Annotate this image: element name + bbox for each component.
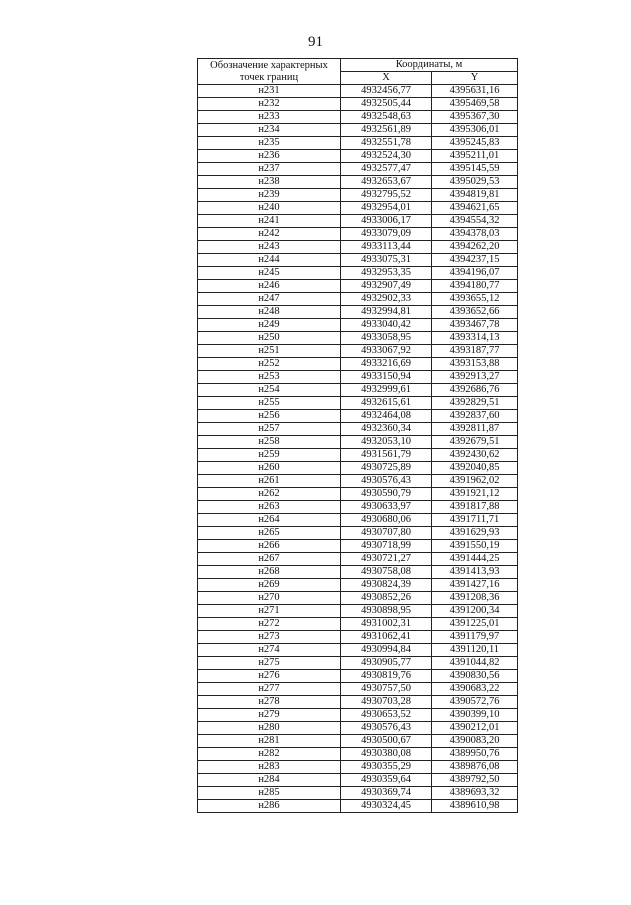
x-coordinate-cell: 4930380,08 — [341, 748, 432, 761]
y-coordinate-cell: 4389693,32 — [432, 787, 518, 800]
y-coordinate-cell: 4392829,51 — [432, 397, 518, 410]
page-number: 91 — [308, 34, 323, 50]
y-coordinate-cell: 4391427,16 — [432, 579, 518, 592]
table-row — [198, 800, 518, 813]
point-id-cell: н237 — [198, 163, 341, 176]
x-coordinate-cell: 4932524,30 — [341, 150, 432, 163]
point-id-cell: н273 — [198, 631, 341, 644]
point-id-cell: н249 — [198, 319, 341, 332]
table-row — [198, 774, 518, 787]
x-coordinate-cell: 4932551,78 — [341, 137, 432, 150]
x-coordinate-cell: 4932360,34 — [341, 423, 432, 436]
coordinates-header: Координаты, м — [341, 59, 518, 72]
x-coordinate-cell: 4932577,47 — [341, 163, 432, 176]
table-row — [198, 228, 518, 241]
table-row — [198, 332, 518, 345]
y-coordinate-cell: 4391550,19 — [432, 540, 518, 553]
point-id-cell: н235 — [198, 137, 341, 150]
point-id-cell: н274 — [198, 644, 341, 657]
x-header: X — [341, 72, 432, 85]
table-row — [198, 371, 518, 384]
y-coordinate-cell: 4389792,50 — [432, 774, 518, 787]
y-coordinate-cell: 4392679,51 — [432, 436, 518, 449]
y-coordinate-cell: 4392913,27 — [432, 371, 518, 384]
y-coordinate-cell: 4391962,02 — [432, 475, 518, 488]
point-id-cell: н260 — [198, 462, 341, 475]
table-row — [198, 423, 518, 436]
x-coordinate-cell: 4930721,27 — [341, 553, 432, 566]
y-coordinate-cell: 4394819,81 — [432, 189, 518, 202]
table-row — [198, 696, 518, 709]
y-coordinate-cell: 4394196,07 — [432, 267, 518, 280]
x-coordinate-cell: 4930819,76 — [341, 670, 432, 683]
point-id-cell: н258 — [198, 436, 341, 449]
point-id-cell: н248 — [198, 306, 341, 319]
table-row — [198, 306, 518, 319]
point-id-cell: н257 — [198, 423, 341, 436]
y-coordinate-cell: 4393153,88 — [432, 358, 518, 371]
table-row — [198, 384, 518, 397]
x-coordinate-cell: 4932561,89 — [341, 124, 432, 137]
y-coordinate-cell: 4391711,71 — [432, 514, 518, 527]
table-row — [198, 189, 518, 202]
table-row — [198, 683, 518, 696]
x-coordinate-cell: 4930757,50 — [341, 683, 432, 696]
point-id-cell: н252 — [198, 358, 341, 371]
x-coordinate-cell: 4932907,49 — [341, 280, 432, 293]
table-row — [198, 709, 518, 722]
y-coordinate-cell: 4391200,34 — [432, 605, 518, 618]
table-row — [198, 137, 518, 150]
x-coordinate-cell: 4930707,80 — [341, 527, 432, 540]
table-row — [198, 540, 518, 553]
y-coordinate-cell: 4389950,76 — [432, 748, 518, 761]
table-row — [198, 475, 518, 488]
x-coordinate-cell: 4930852,26 — [341, 592, 432, 605]
y-coordinate-cell: 4395029,53 — [432, 176, 518, 189]
point-id-cell: н281 — [198, 735, 341, 748]
point-id-cell: н282 — [198, 748, 341, 761]
x-coordinate-cell: 4930359,64 — [341, 774, 432, 787]
y-coordinate-cell: 4392837,60 — [432, 410, 518, 423]
table-row — [198, 293, 518, 306]
y-coordinate-cell: 4389610,98 — [432, 800, 518, 813]
point-id-cell: н265 — [198, 527, 341, 540]
table-row — [198, 397, 518, 410]
x-coordinate-cell: 4930680,06 — [341, 514, 432, 527]
y-coordinate-cell: 4390083,20 — [432, 735, 518, 748]
point-id-cell: н251 — [198, 345, 341, 358]
point-id-cell: н238 — [198, 176, 341, 189]
x-coordinate-cell: 4930590,79 — [341, 488, 432, 501]
x-coordinate-cell: 4930355,29 — [341, 761, 432, 774]
point-id-cell: н243 — [198, 241, 341, 254]
table-row — [198, 163, 518, 176]
table-row — [198, 410, 518, 423]
x-coordinate-cell: 4932653,67 — [341, 176, 432, 189]
y-coordinate-cell: 4391225,01 — [432, 618, 518, 631]
x-coordinate-cell: 4930576,43 — [341, 722, 432, 735]
table-row — [198, 631, 518, 644]
table-row — [198, 358, 518, 371]
table-row — [198, 202, 518, 215]
table-row — [198, 579, 518, 592]
table-row — [198, 644, 518, 657]
x-coordinate-cell: 4933040,42 — [341, 319, 432, 332]
table-row — [198, 657, 518, 670]
y-coordinate-cell: 4393187,77 — [432, 345, 518, 358]
y-coordinate-cell: 4393314,13 — [432, 332, 518, 345]
table-row — [198, 748, 518, 761]
x-coordinate-cell: 4932464,08 — [341, 410, 432, 423]
y-header: Y — [432, 72, 518, 85]
point-id-cell: н286 — [198, 800, 341, 813]
table-row — [198, 592, 518, 605]
x-coordinate-cell: 4932795,52 — [341, 189, 432, 202]
x-coordinate-cell: 4933067,92 — [341, 345, 432, 358]
table-row — [198, 241, 518, 254]
y-coordinate-cell: 4395367,30 — [432, 111, 518, 124]
y-coordinate-cell: 4391444,25 — [432, 553, 518, 566]
table-row — [198, 566, 518, 579]
point-id-cell: н271 — [198, 605, 341, 618]
point-id-cell: н280 — [198, 722, 341, 735]
point-id-cell: н239 — [198, 189, 341, 202]
x-coordinate-cell: 4931002,31 — [341, 618, 432, 631]
table-row — [198, 267, 518, 280]
coordinates-table — [197, 58, 518, 813]
point-id-cell: н244 — [198, 254, 341, 267]
y-coordinate-cell: 4390830,56 — [432, 670, 518, 683]
point-id-cell: н231 — [198, 85, 341, 98]
y-coordinate-cell: 4390399,10 — [432, 709, 518, 722]
table-row — [198, 722, 518, 735]
point-id-cell: н278 — [198, 696, 341, 709]
y-coordinate-cell: 4394180,77 — [432, 280, 518, 293]
x-coordinate-cell: 4930824,39 — [341, 579, 432, 592]
table-row — [198, 605, 518, 618]
y-coordinate-cell: 4391921,12 — [432, 488, 518, 501]
table-row — [198, 787, 518, 800]
y-coordinate-cell: 4392686,76 — [432, 384, 518, 397]
table-row — [198, 462, 518, 475]
point-id-cell: н283 — [198, 761, 341, 774]
table-row — [198, 176, 518, 189]
x-coordinate-cell: 4931561,79 — [341, 449, 432, 462]
point-id-cell: н268 — [198, 566, 341, 579]
table-row — [198, 514, 518, 527]
x-coordinate-cell: 4932456,77 — [341, 85, 432, 98]
table-row — [198, 527, 518, 540]
table-body — [198, 85, 518, 813]
x-coordinate-cell: 4930653,52 — [341, 709, 432, 722]
point-id-cell: н253 — [198, 371, 341, 384]
point-id-cell: н255 — [198, 397, 341, 410]
point-id-cell: н277 — [198, 683, 341, 696]
point-id-cell: н270 — [198, 592, 341, 605]
x-coordinate-cell: 4933058,95 — [341, 332, 432, 345]
y-coordinate-cell: 4395145,59 — [432, 163, 518, 176]
y-coordinate-cell: 4395211,01 — [432, 150, 518, 163]
table-row — [198, 345, 518, 358]
table-row — [198, 215, 518, 228]
y-coordinate-cell: 4392040,85 — [432, 462, 518, 475]
point-id-cell: н234 — [198, 124, 341, 137]
x-coordinate-cell: 4933216,69 — [341, 358, 432, 371]
y-coordinate-cell: 4393652,66 — [432, 306, 518, 319]
table-row — [198, 501, 518, 514]
x-coordinate-cell: 4932548,63 — [341, 111, 432, 124]
x-coordinate-cell: 4931062,41 — [341, 631, 432, 644]
table-row — [198, 254, 518, 267]
point-id-cell: н276 — [198, 670, 341, 683]
y-coordinate-cell: 4394378,03 — [432, 228, 518, 241]
y-coordinate-cell: 4390212,01 — [432, 722, 518, 735]
y-coordinate-cell: 4391413,93 — [432, 566, 518, 579]
table-row — [198, 449, 518, 462]
y-coordinate-cell: 4395306,01 — [432, 124, 518, 137]
point-id-cell: н256 — [198, 410, 341, 423]
x-coordinate-cell: 4930324,45 — [341, 800, 432, 813]
x-coordinate-cell: 4930905,77 — [341, 657, 432, 670]
point-id-cell: н245 — [198, 267, 341, 280]
point-id-cell: н236 — [198, 150, 341, 163]
table-row — [198, 761, 518, 774]
x-coordinate-cell: 4932902,33 — [341, 293, 432, 306]
x-coordinate-cell: 4933075,31 — [341, 254, 432, 267]
y-coordinate-cell: 4389876,08 — [432, 761, 518, 774]
point-id-cell: н232 — [198, 98, 341, 111]
point-id-cell: н284 — [198, 774, 341, 787]
point-id-cell: н267 — [198, 553, 341, 566]
table-row — [198, 98, 518, 111]
y-coordinate-cell: 4391629,93 — [432, 527, 518, 540]
x-coordinate-cell: 4930576,43 — [341, 475, 432, 488]
y-coordinate-cell: 4392811,87 — [432, 423, 518, 436]
table-row — [198, 670, 518, 683]
x-coordinate-cell: 4933006,17 — [341, 215, 432, 228]
x-coordinate-cell: 4930758,08 — [341, 566, 432, 579]
point-id-cell: н254 — [198, 384, 341, 397]
x-coordinate-cell: 4930718,99 — [341, 540, 432, 553]
point-id-cell: н261 — [198, 475, 341, 488]
y-coordinate-cell: 4393467,78 — [432, 319, 518, 332]
x-coordinate-cell: 4930703,28 — [341, 696, 432, 709]
x-coordinate-cell: 4933150,94 — [341, 371, 432, 384]
point-id-cell: н250 — [198, 332, 341, 345]
point-id-cell: н246 — [198, 280, 341, 293]
x-coordinate-cell: 4930898,95 — [341, 605, 432, 618]
y-coordinate-cell: 4395245,83 — [432, 137, 518, 150]
table-row — [198, 488, 518, 501]
point-id-cell: н269 — [198, 579, 341, 592]
y-coordinate-cell: 4395469,58 — [432, 98, 518, 111]
x-coordinate-cell: 4933113,44 — [341, 241, 432, 254]
point-id-cell: н259 — [198, 449, 341, 462]
y-coordinate-cell: 4391179,97 — [432, 631, 518, 644]
table-row — [198, 111, 518, 124]
y-coordinate-cell: 4391044,82 — [432, 657, 518, 670]
point-id-cell: н263 — [198, 501, 341, 514]
table-row — [198, 280, 518, 293]
point-id-cell: н241 — [198, 215, 341, 228]
x-coordinate-cell: 4930500,67 — [341, 735, 432, 748]
point-id-cell: н240 — [198, 202, 341, 215]
table-row — [198, 85, 518, 98]
y-coordinate-cell: 4390683,22 — [432, 683, 518, 696]
y-coordinate-cell: 4394262,20 — [432, 241, 518, 254]
point-id-cell: н233 — [198, 111, 341, 124]
point-id-cell: н262 — [198, 488, 341, 501]
y-coordinate-cell: 4394621,65 — [432, 202, 518, 215]
table-row — [198, 124, 518, 137]
y-coordinate-cell: 4390572,76 — [432, 696, 518, 709]
y-coordinate-cell: 4394237,15 — [432, 254, 518, 267]
point-id-cell: н264 — [198, 514, 341, 527]
x-coordinate-cell: 4932505,44 — [341, 98, 432, 111]
x-coordinate-cell: 4930994,84 — [341, 644, 432, 657]
x-coordinate-cell: 4932954,01 — [341, 202, 432, 215]
point-header: Обозначение характерных точек границ — [198, 59, 341, 85]
x-coordinate-cell: 4932615,61 — [341, 397, 432, 410]
point-id-cell: н275 — [198, 657, 341, 670]
point-id-cell: н285 — [198, 787, 341, 800]
x-coordinate-cell: 4930725,89 — [341, 462, 432, 475]
point-id-cell: н279 — [198, 709, 341, 722]
table-row — [198, 553, 518, 566]
point-id-cell: н247 — [198, 293, 341, 306]
x-coordinate-cell: 4932999,61 — [341, 384, 432, 397]
y-coordinate-cell: 4391208,36 — [432, 592, 518, 605]
point-id-cell: н266 — [198, 540, 341, 553]
table-row — [198, 436, 518, 449]
x-coordinate-cell: 4932994,81 — [341, 306, 432, 319]
x-coordinate-cell: 4930369,74 — [341, 787, 432, 800]
y-coordinate-cell: 4394554,32 — [432, 215, 518, 228]
y-coordinate-cell: 4391120,11 — [432, 644, 518, 657]
x-coordinate-cell: 4930633,97 — [341, 501, 432, 514]
y-coordinate-cell: 4393655,12 — [432, 293, 518, 306]
x-coordinate-cell: 4932053,10 — [341, 436, 432, 449]
table-row — [198, 150, 518, 163]
y-coordinate-cell: 4395631,16 — [432, 85, 518, 98]
x-coordinate-cell: 4933079,09 — [341, 228, 432, 241]
y-coordinate-cell: 4391817,88 — [432, 501, 518, 514]
point-id-cell: н242 — [198, 228, 341, 241]
table-row — [198, 319, 518, 332]
y-coordinate-cell: 4392430,62 — [432, 449, 518, 462]
x-coordinate-cell: 4932953,35 — [341, 267, 432, 280]
point-id-cell: н272 — [198, 618, 341, 631]
table-row — [198, 735, 518, 748]
table-row — [198, 618, 518, 631]
